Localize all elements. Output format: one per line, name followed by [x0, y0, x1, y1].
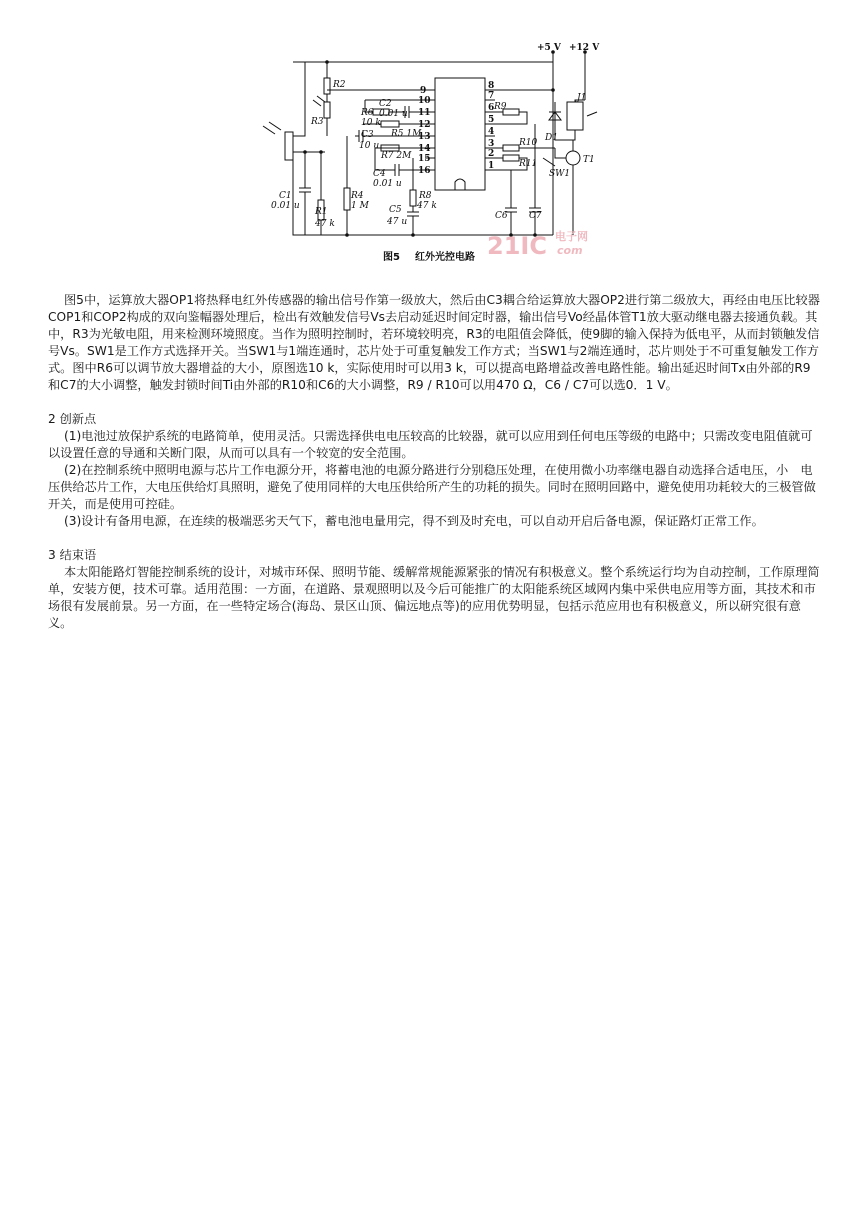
label-r11: R11: [519, 159, 538, 169]
label-c1-value: 0.01 u: [271, 201, 300, 211]
pin-number: 12: [418, 120, 431, 130]
label-r8-value: 47 k: [417, 201, 437, 211]
label-r6-value: 10 k: [361, 118, 381, 128]
label-c1: C1: [279, 191, 292, 201]
label-r10: R10: [519, 138, 538, 148]
label-5v: +5 V: [537, 43, 561, 53]
label-r7: R7 2M: [381, 151, 412, 161]
pin-number: 3: [488, 139, 495, 149]
spacer: [48, 530, 820, 547]
figure-number: 图5: [383, 252, 400, 263]
label-r1: R1: [315, 207, 328, 217]
label-c3: C3: [361, 130, 374, 140]
paragraph-conclusion: 本太阳能路灯智能控制系统的设计，对城市环保、照明节能、缓解常规能源紧张的情况有积极意义。整个系统运行均为自动控制，工作原理简单，安装方便，技术可靠。适用范围：一方面，在道路、景观照明以及今后可能推广的太阳能系统区域网内集中采供电应用等方面，其技术和市场很有发展前景。另一方面，在一些特定场合(海岛、景区山顶、偏远地点等)的应用优势明显，包括示范应用也有积极意义，所以研究很有意义。: [48, 565, 820, 630]
pin-number: 1: [488, 161, 495, 171]
pin-number: 14: [418, 144, 431, 154]
circuit-figure: [255, 40, 605, 270]
light-arrows: [263, 96, 325, 134]
paragraph-innovation-3: (3)设计有备用电源，在连续的极端恶劣天气下，蓄电池电量用完，得不到及时充电，可以自动开启后备电源，保证路灯正常工作。: [64, 514, 764, 528]
label-c7: C7: [529, 211, 542, 221]
watermark-domain: com: [557, 244, 583, 257]
pin-number: 4: [488, 127, 495, 137]
infrared-light-control-circuit-diagram: [255, 40, 605, 270]
watermark-sub: 电子网: [555, 230, 588, 243]
label-r5: R5 1M: [391, 129, 422, 139]
pin-number: 8: [488, 81, 495, 91]
label-t1: T1: [583, 155, 595, 165]
label-12v: +12 V: [569, 43, 600, 53]
label-d1: D1: [545, 133, 558, 143]
label-r9: R9: [494, 102, 507, 112]
paragraph-innovation-2: (2)在控制系统中照明电源与芯片工作电源分开，将蓄电池的电源分路进行分别稳压处理，在使用微小功率继电器自动选择合适电压，小 电压供给芯片工作，大电压供给灯具照明，避免了使用同样的大电压供给所产生的功耗的损失。同时在照明回路中，避免使用功耗较大的三极管做开关，而是使用可控硅。: [48, 463, 816, 511]
paragraph-circuit-description: 图5中，运算放大器OP1将热释电红外传感器的输出信号作第一级放大，然后由C3耦合给运算放大器OP2进行第二级放大，再经由电压比较器COP1和COP2构成的双向鉴幅器处理后，检出有效触发信号Vs去启动延迟时间定时器，输出信号Vo经晶体管T1放大驱动继电器去接通负载。其中，R3为光敏电阻，用来检测环境照度。当作为照明控制时，若环境较明亮，R3的电阻值会降低，使9脚的输入保持为低电平，从而封锁触发信号Vs。SW1是工作方式选择开关。当SW1与1端连通时，芯片处于可重复触发工作方式；当SW1与2端连通时，芯片则处于不可重复触发工作方式。图中R6可以调节放大器增益的大小，原图选10 k，实际使用时可以用3 k，可以提高电路增益改善电路性能。输出延迟时间Tx由外部的R9和C7的大小调整，触发封锁时间Ti由外部的R10和C6的大小调整，R9 / R10可以用470 Ω，C6 / C7可以选0．1 V。: [48, 293, 820, 392]
section-heading-conclusion: 3 结束语: [48, 548, 97, 562]
pin-number: 7: [488, 91, 495, 101]
label-j1: J1: [577, 93, 587, 103]
spacer: [48, 394, 820, 411]
pin-number: 13: [418, 132, 431, 142]
paragraph-innovation-1: (1)电池过放保护系统的电路简单，使用灵活。只需选择供电电压较高的比较器，就可以应用到任何电压等级的电路中；只需改变电阻值就可以设置任意的导通和关断门限，从而可以具有一个较宽的安全范围。: [48, 429, 813, 460]
pin-number: 11: [418, 108, 431, 118]
figure-caption: 红外光控电路: [415, 252, 475, 263]
label-r6: R6: [361, 108, 374, 118]
label-r8: R8: [419, 191, 432, 201]
label-c2-value: 0.01 u: [379, 109, 408, 119]
watermark-logo: 21IC: [487, 232, 547, 260]
label-c5-value: 47 u: [387, 217, 408, 227]
label-c2: C2: [379, 99, 392, 109]
pin-number: 9: [420, 86, 427, 96]
pin-number: 5: [488, 115, 495, 125]
label-r4-value: 1 M: [351, 201, 369, 211]
circuit-wires: [285, 52, 597, 235]
label-r1-value: 47 k: [315, 219, 335, 229]
pin-number: 10: [418, 96, 431, 106]
label-c5: C5: [389, 205, 402, 215]
label-c6: C6: [495, 211, 508, 221]
pin-number: 2: [488, 149, 495, 159]
label-r4: R4: [351, 191, 364, 201]
pin-number: 15: [418, 154, 431, 164]
label-c4-value: 0.01 u: [373, 179, 402, 189]
label-sw1: SW1: [549, 169, 571, 179]
section-heading-innovation: 2 创新点: [48, 412, 97, 426]
label-r2: R2: [333, 80, 346, 90]
label-c4: C4: [373, 169, 386, 179]
pin-number: 6: [488, 103, 495, 113]
label-r3: R3: [311, 117, 324, 127]
label-c3-value: 10 u: [359, 141, 380, 151]
article-body: [48, 292, 820, 632]
pin-number: 16: [418, 166, 431, 176]
